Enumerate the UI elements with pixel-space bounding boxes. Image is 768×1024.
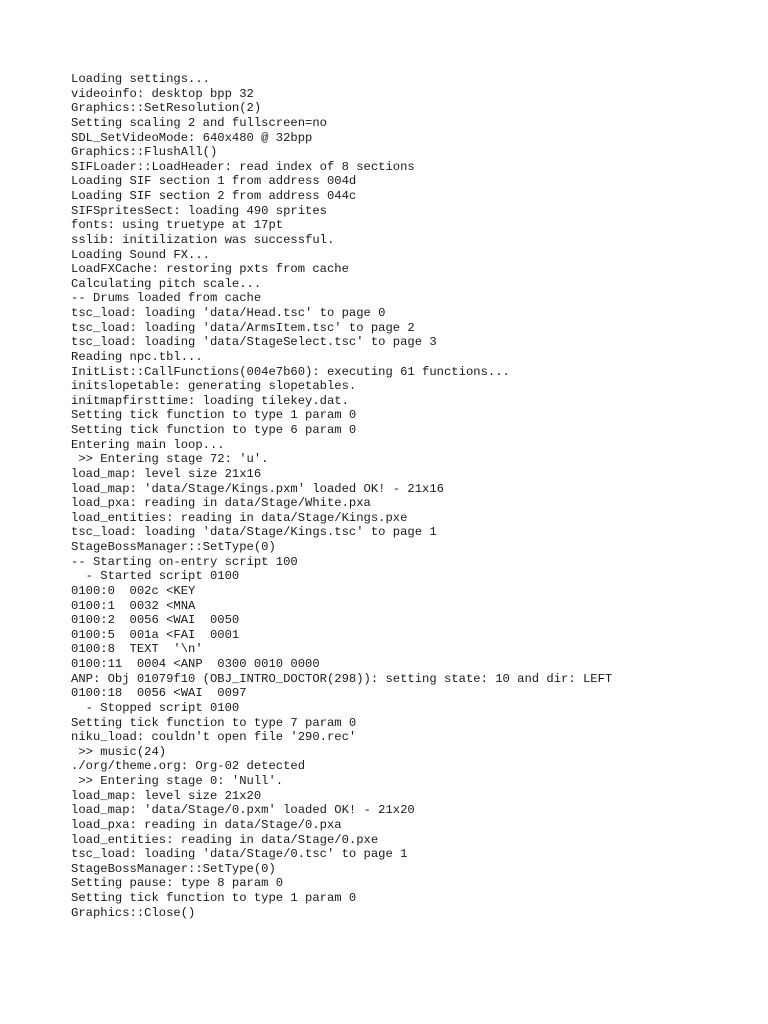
log-line: load_map: 'data/Stage/0.pxm' loaded OK! - 21x20 <box>71 803 415 818</box>
log-line: 0100:5 001a <FAI 0001 <box>71 627 240 642</box>
log-line: 0100:2 0056 <WAI 0050 <box>71 613 240 628</box>
log-line: initmapfirsttime: loading tilekey.dat. <box>71 393 349 408</box>
log-line: Setting tick function to type 1 param 0 <box>71 408 357 423</box>
log-line: tsc_load: loading 'data/Stage/0.tsc' to page 1 <box>71 847 408 862</box>
log-line: load_pxa: reading in data/Stage/0.pxa <box>71 817 342 832</box>
log-line: 0100:1 0032 <MNA <box>71 598 196 613</box>
log-line: SIFSpritesSect: loading 490 sprites <box>71 203 327 218</box>
console-log <box>71 72 612 920</box>
log-line: initslopetable: generating slopetables. <box>71 379 357 394</box>
log-line: load_entities: reading in data/Stage/0.pxe <box>71 832 379 847</box>
log-line: Loading SIF section 2 from address 044c <box>71 189 357 203</box>
log-line: SDL_SetVideoMode: 640x480 @ 32bpp <box>71 130 313 145</box>
log-line: Loading Sound FX... <box>71 247 210 262</box>
log-line: Setting pause: type 8 param 0 <box>71 876 284 891</box>
log-line: load_map: 'data/Stage/Kings.pxm' loaded OK! - 21x16 <box>71 481 444 496</box>
log-line: tsc_load: loading 'data/StageSelect.tsc' to page 3 <box>71 335 437 350</box>
log-line: 0100:11 0004 <ANP 0300 0010 0000 <box>71 657 320 671</box>
log-line: Graphics::Close() <box>71 905 196 920</box>
log-line: Loading SIF section 1 from address 004d <box>71 174 357 189</box>
log-line: -- Drums loaded from cache <box>71 291 262 306</box>
log-line: sslib: initilization was successful. <box>71 232 335 247</box>
log-line: load_map: level size 21x20 <box>71 788 262 803</box>
log-line: tsc_load: loading 'data/ArmsItem.tsc' to page 2 <box>71 320 415 335</box>
log-line: StageBossManager::SetType(0) <box>71 861 276 876</box>
log-line: Setting tick function to type 1 param 0 <box>71 891 357 905</box>
log-line: Entering main loop... <box>71 437 225 452</box>
log-line: load_pxa: reading in data/Stage/White.pxa <box>71 496 371 511</box>
log-line: SIFLoader::LoadHeader: read index of 8 sections <box>71 159 415 174</box>
log-line: 0100:0 002c <KEY <box>71 583 196 598</box>
log-line: videoinfo: desktop bpp 32 <box>71 86 254 101</box>
log-line: Setting scaling 2 and fullscreen=no <box>71 115 327 130</box>
log-line: tsc_load: loading 'data/Stage/Kings.tsc' to page 1 <box>71 525 437 540</box>
log-line: >> Entering stage 72: 'u'. <box>71 452 269 467</box>
log-line: >> music(24) <box>71 744 167 759</box>
log-line: Calculating pitch scale... <box>71 276 262 291</box>
log-line: - Stopped script 0100 <box>71 700 240 715</box>
log-line: LoadFXCache: restoring pxts from cache <box>71 262 349 277</box>
log-line: Graphics::FlushAll() <box>71 145 218 160</box>
log-line: -- Starting on-entry script 100 <box>71 554 298 569</box>
log-line: tsc_load: loading 'data/Head.tsc' to page 0 <box>71 306 386 320</box>
log-line: fonts: using truetype at 17pt <box>71 218 284 233</box>
log-line: ./org/theme.org: Org-02 detected <box>71 759 306 774</box>
log-line: Reading npc.tbl... <box>71 349 203 364</box>
log-line: Graphics::SetResolution(2) <box>71 101 262 116</box>
log-line: >> Entering stage 0: 'Null'. <box>71 774 284 788</box>
log-line: Setting tick function to type 7 param 0 <box>71 715 357 730</box>
log-line: load_map: level size 21x16 <box>71 466 262 481</box>
log-line: Loading settings... <box>71 72 210 86</box>
log-line: niku_load: couldn't open file '290.rec' <box>71 730 357 745</box>
log-line: load_entities: reading in data/Stage/Kings.pxe <box>71 510 408 525</box>
log-line: ANP: Obj 01079f10 (OBJ_INTRO_DOCTOR(298)): setting state: 10 and dir: LEFT <box>71 671 613 686</box>
log-line: 0100:18 0056 <WAI 0097 <box>71 686 247 701</box>
log-line: StageBossManager::SetType(0) <box>71 540 276 554</box>
log-line: Setting tick function to type 6 param 0 <box>71 423 357 437</box>
log-line: - Started script 0100 <box>71 569 240 584</box>
log-line: 0100:8 TEXT '\n' <box>71 642 203 657</box>
log-line: InitList::CallFunctions(004e7b60): executing 61 functions... <box>71 364 510 379</box>
